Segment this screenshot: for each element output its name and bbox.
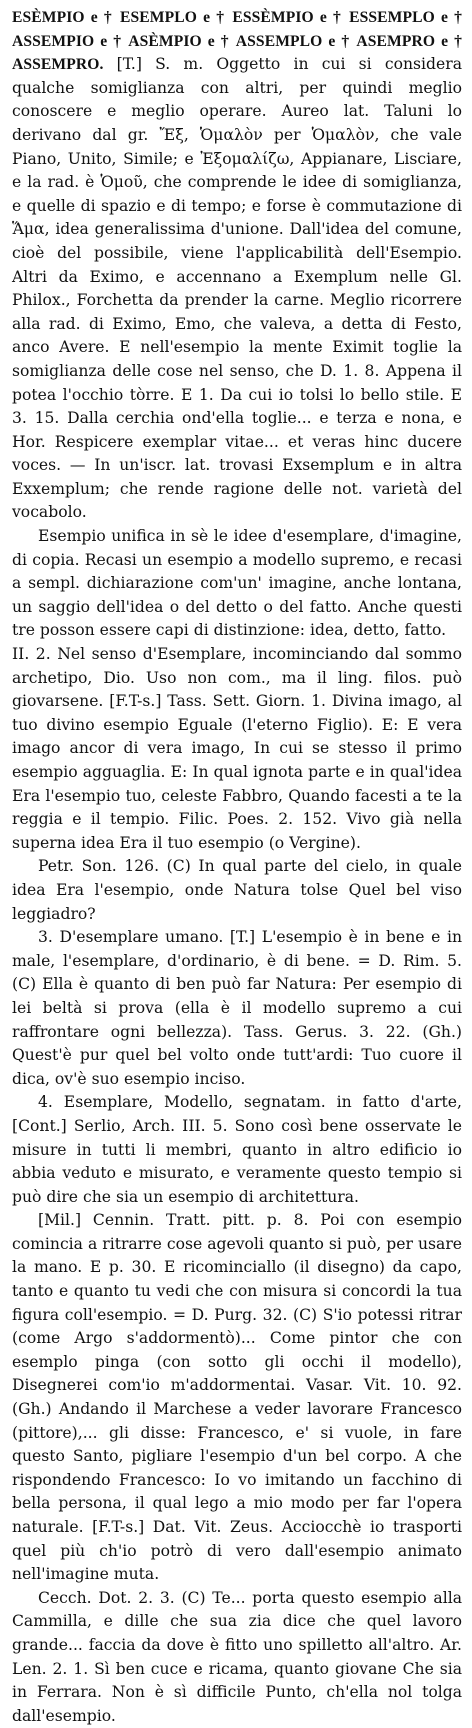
sense-3: 3. D'esemplare umano. [T.] L'esempio è in bene e in male, l'esemplare, d'ordinario, è di bene. = D. Rim. 5. (C) Ella è quanto di ben può far Natura: Per esempio di lei beltà si prova (ella è il modello supremo a cui raffrontare ogni bellezza). Tass. Gerus. 3. 22. (Gh.) Quest'è pur quel bel volto onde tutt'ardi: Tuo cuore il dica, ov'è suo esempio inciso.	[12, 928, 462, 1088]
quote-petrarca: Petr. Son. 126. (C) In qual parte del cielo, in quale idea Era l'esempio, onde Natura tolse Quel bel viso leggiadro?	[12, 857, 462, 923]
sense-4: 4. Esemplare, Modello, segnatam. in fatto d'arte, [Cont.] Serlio, Arch. III. 5. Sono così bene osservate le misure in tutti li membri, quanto in altro edificio io abbia veduto e misurato, e veramente questo tempio si può dire che sia un esempio di architettura.	[12, 1093, 462, 1206]
sense-2: II. 2. Nel senso d'Esemplare, incominciando dal sommo archetipo, Dio. Uso non com., ma il ling. filos. può giovarsene. [F.T-s.] Tass. Sett. Giorn. 1. Divina imago, al tuo divino esempio Eguale (l'eterno Figlio). E: E vera imago ancor di vera imago, In cui se stesso il primo esempio agguaglia. E: In qual ignota parte e in qual'idea Era l'esempio tuo, celeste Fabbro, Quando facesti a te la reggia e il tempio. Filic. Poes. 2. 152. Vivo già nella superna idea Era il tuo esempio (o Vergine).	[12, 645, 462, 852]
entry-esempio	[12, 6, 462, 1728]
entry-etymology: [T.] S. m. Oggetto in cui si considera qualche somiglianza con altri, per quindi meglio conoscere e meglio operare. Aureo lat. Taluni lo derivano dal gr. Ἔξ, Ὁμαλὸν per Ὁμαλὸν, che vale Piano, Unito, Simile; e Ἐξομαλίζω, Appianare, Lisciare, e la rad. è Ὁμοῦ, che comprende le idee di somiglianza, e quelle di spazio e di tempo; e forse è commutazione di Ἅμα, idea generalissima d'unione. Dall'idea del comune, cioè del possibile, viene l'applicabilità dell'Esempio. Altri da Eximo, e accennano a Exemplum nelle Gl. Philox., Forchetta da prender la carne. Meglio ricorrere alla rad. di Eximo, Emo, che valeva, a detta di Festo, anco Avere. E nell'esempio la mente Eximit toglie la somiglianza delle cose nel senso, che D. 1. 8. Appena il potea l'occhio tòrre. E 1. Da cui io tolsi lo bello stile. E 3. 15. Dalla cerchia ond'ella toglie... e terza e nona, e Hor. Respicere exemplar vitae... et veras hinc ducere voces. — In un'iscr. lat. trovasi Exsemplum e in altra Exxemplum; che rende ragione delle not. varietà del vocabolo.	[12, 55, 462, 522]
para-unifica: Esempio unifica in sè le idee d'esemplare, d'imagine, di copia. Recasi un esempio a modello supremo, e recasi a sempl. dichiarazione com'un' imagine, anche lontana, un saggio dell'idea o del detto o del fatto. Anche questi tre posson essere capi di distinzione: idea, detto, fatto.	[12, 527, 462, 640]
entry-first-paragraph	[12, 6, 462, 525]
quote-cecchi: Cecch. Dot. 2. 3. (C) Te... porta questo esempio alla Cammilla, e dille che sua zia dice che quel lavoro grande... faccia da dove è fitto uno spilletto all'altro. Ar. Len. 2. 1. Sì ben cuce e ricama, quanto giovane Che sia in Ferrara. Non è sì difficile Punto, ch'ella nol tolga dall'esempio.	[12, 1588, 462, 1725]
entry-headword: ESÈMPIO e † ESEMPLO e † ESSÈMPIO e † ESSEMPLO e † ASSEMPIO e † ASÈMPIO e † ASSEMPLO e † ASEMPRO e † ASSEMPRO.	[12, 9, 462, 74]
sense-4-mil: [Mil.] Cennin. Tratt. pitt. p. 8. Poi con esempio comincia a ritrarre cose agevoli quanto si può, per usare la mano. E p. 30. E ricominciallo (il disegno) da capo, tanto e quanto tu vedi che con misura si concordi la tua figura coll'esempio. = D. Purg. 32. (C) S'io potessi ritrar (come Argo s'addormentò)... Come pintor che con esemplo pinga (con sotto gli occhi il modello), Disegnerei com'io m'addormentai. Vasar. Vit. 10. 92. (Gh.) Andando il Marchese a veder lavorare Francesco (pittore),... gli disse: Francesco, e' si vuole, in fare questo Santo, pigliare l'esempio d'un bel corpo. A che rispondendo Francesco: Io vo imitando un facchino di bella persona, il qual lego a mio modo per far l'opera naturale. [F.T-s.] Dat. Vit. Zeus. Acciocchè io trasporti quel più ch'io potrò di vero dall'esempio animato nell'imagine muta.	[12, 1211, 462, 1584]
